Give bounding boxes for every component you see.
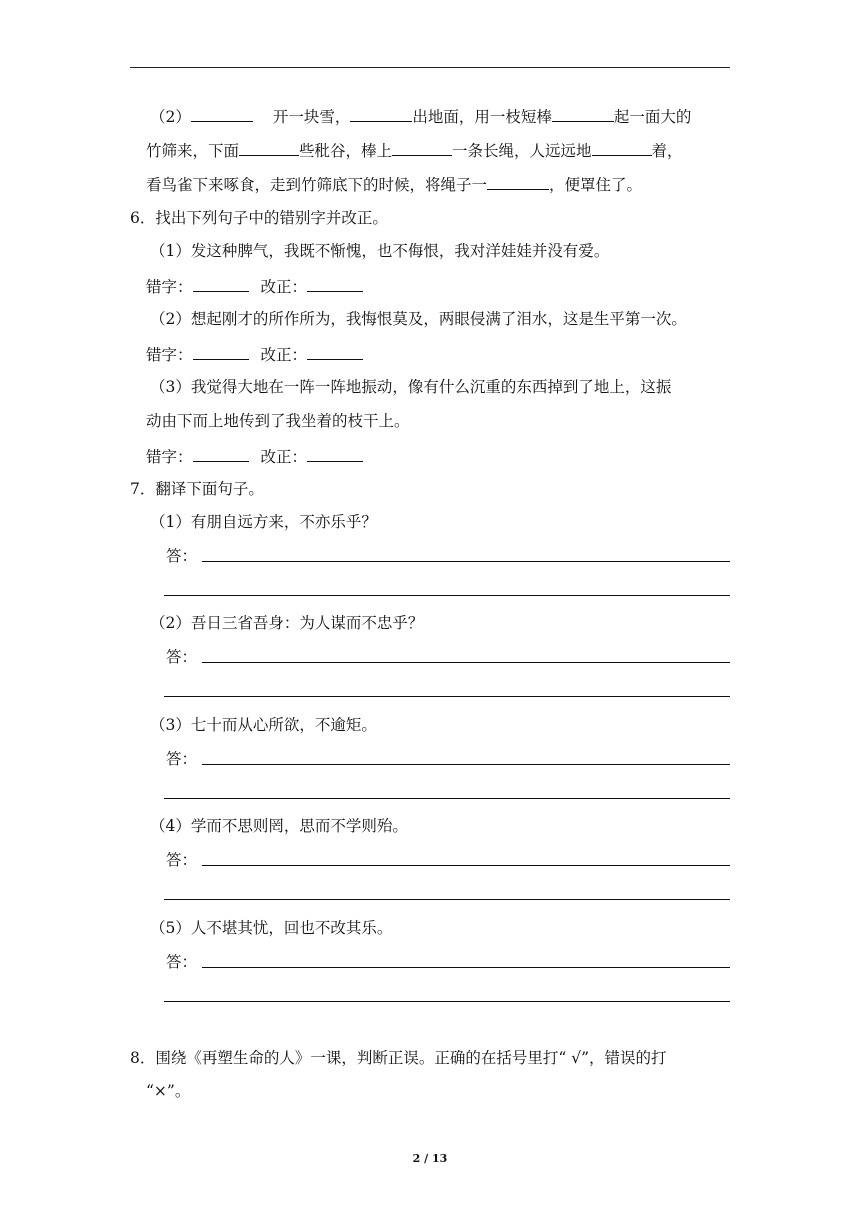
answer-line[interactable] xyxy=(164,1001,730,1002)
wrong-char-blank[interactable] xyxy=(193,274,249,292)
answer-label: 答： xyxy=(166,953,198,971)
answer-line[interactable] xyxy=(202,865,730,866)
fix-label: 改正： xyxy=(260,346,308,364)
answer-line[interactable] xyxy=(164,798,730,799)
answer-label: 答： xyxy=(166,750,198,768)
fill-blank[interactable] xyxy=(350,104,412,122)
wrong-label: 错字： xyxy=(146,278,193,296)
q6-item-3-cont: 动由下而上地传到了我坐着的枝干上。 xyxy=(146,412,410,430)
answer-line[interactable] xyxy=(164,595,730,596)
q7-title: 7．翻译下面句子。 xyxy=(130,480,264,498)
text-segment: ，便罩住了。 xyxy=(549,176,643,194)
text-segment: 一条长绳，人远远地 xyxy=(452,142,592,160)
fill-blank[interactable] xyxy=(552,104,614,122)
text-segment: 看鸟雀下来啄食，走到竹筛底下的时候，将绳子一 xyxy=(146,176,488,194)
answer-label: 答： xyxy=(166,648,198,666)
text-segment: 起一面大的 xyxy=(613,108,692,126)
q6-item-1: （1）发这种脾气，我既不惭愧，也不侮恨，我对洋娃娃并没有爱。 xyxy=(150,242,610,260)
fix-label: 改正： xyxy=(260,278,308,296)
text-segment: 出地面，用一枝短棒 xyxy=(412,108,552,126)
q7-item-2: （2）吾日三省吾身：为人谋而不忠乎？ xyxy=(150,614,424,632)
fill-blank[interactable] xyxy=(592,138,652,156)
answer-line[interactable] xyxy=(202,561,730,562)
answer-line[interactable] xyxy=(164,899,730,900)
q5-part2-line2 xyxy=(146,138,683,162)
header-rule xyxy=(130,67,730,68)
wrong-label: 错字： xyxy=(146,346,193,364)
q5-part2-line1 xyxy=(150,104,691,128)
fill-blank[interactable] xyxy=(191,104,253,122)
wrong-char-blank[interactable] xyxy=(193,342,249,360)
text-segment: 些秕谷，棒上 xyxy=(299,142,393,160)
text-segment: 竹筛来，下面 xyxy=(146,142,240,160)
answer-label: 答： xyxy=(166,547,198,565)
fix-label: 改正： xyxy=(260,448,308,466)
q8-line2: “×”。 xyxy=(146,1082,191,1100)
page-number: 2 / 13 xyxy=(412,1152,448,1165)
q7-item-3: （3）七十而从心所欲，不逾矩。 xyxy=(150,716,377,734)
q7-item-4: （4）学而不思则罔，思而不学则殆。 xyxy=(150,817,408,835)
fill-blank[interactable] xyxy=(487,172,549,190)
q6-item-3: （3）我觉得大地在一阵一阵地振动，像有什么沉重的东西掉到了地上，这振 xyxy=(150,378,672,396)
fix-char-blank[interactable] xyxy=(307,444,363,462)
q7-item-5: （5）人不堪其忧，回也不改其乐。 xyxy=(150,919,393,937)
answer-line[interactable] xyxy=(164,696,730,697)
q6-title: 6．找出下列句子中的错别字并改正。 xyxy=(130,209,388,227)
wrong-label: 错字： xyxy=(146,448,193,466)
answer-line[interactable] xyxy=(202,662,730,663)
q6-answer-row-3 xyxy=(146,444,363,468)
answer-line[interactable] xyxy=(202,764,730,765)
q8-line1: 8．围绕《再塑生命的人》一课，判断正误。正确的在括号里打“ √”，错误的打 xyxy=(130,1049,667,1067)
fix-char-blank[interactable] xyxy=(307,342,363,360)
q5-part2-label: （2） xyxy=(150,108,191,126)
q6-answer-row-2 xyxy=(146,342,363,366)
answer-line[interactable] xyxy=(202,967,730,968)
fill-blank[interactable] xyxy=(392,138,452,156)
fill-blank[interactable] xyxy=(239,138,299,156)
fix-char-blank[interactable] xyxy=(307,274,363,292)
text-segment: 开一块雪， xyxy=(272,108,351,126)
q6-answer-row-1 xyxy=(146,274,363,298)
answer-label: 答： xyxy=(166,851,198,869)
q6-item-2: （2）想起刚才的所作所为，我悔恨莫及，两眼侵满了泪水，这是生平第一次。 xyxy=(150,310,687,328)
q5-part2-line3 xyxy=(146,172,642,196)
q7-item-1: （1）有朋自远方来，不亦乐乎？ xyxy=(150,513,377,531)
text-segment: 着， xyxy=(651,142,683,160)
wrong-char-blank[interactable] xyxy=(193,444,249,462)
